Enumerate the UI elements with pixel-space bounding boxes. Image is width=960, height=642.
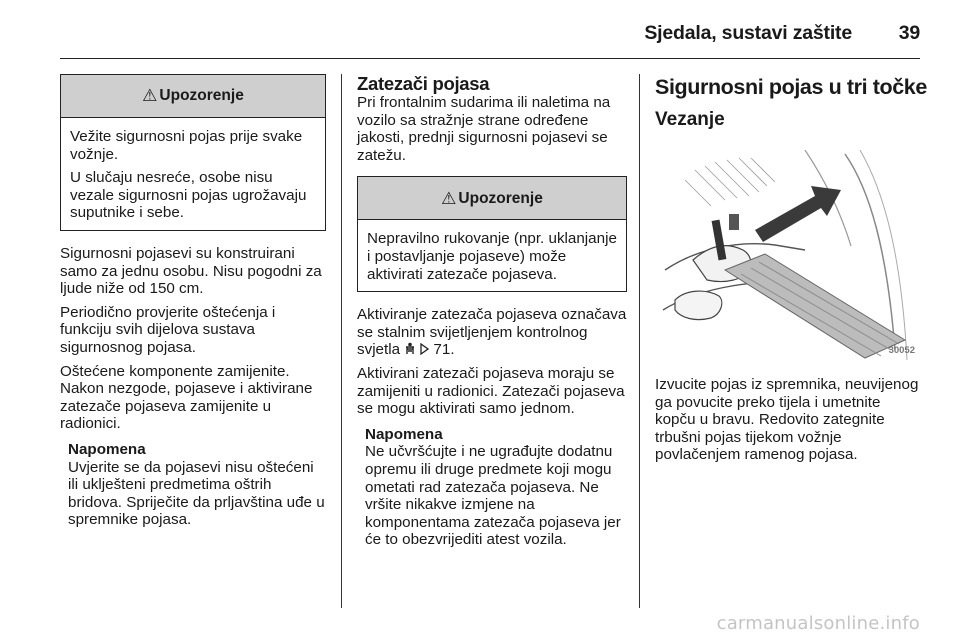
body-paragraph: Aktivirani zatezači pojaseva moraju se zamijeniti u radionici. Zatezači pojaseva se mogu aktivirati samo jednom. [357,364,625,418]
body-text: Aktiviranje zatezača pojaseva označava se stalnim svijetljenjem kontrolnog svjetla [357,306,627,359]
section-title: Sigurnosni pojas u tri točke [655,75,927,99]
note-block [60,441,326,529]
watermark: carmanualsonline.info [716,613,920,634]
body-paragraph: Sigurnosni pojasevi su konstruirani samo za jednu osobu. Nisu pogodni za ljude niže od 150 cm. [60,244,322,298]
belt-pretensioner-lamp-icon [404,341,420,357]
note-block [357,426,627,549]
body-paragraph: Periodično provjerite oštećenja i funkciju svih dijelova sustava sigurnosnog pojasa. [60,303,276,356]
note-text: Ne učvršćujte i ne ugrađujte dodatnu opremu ili druge predmete koji mogu ometati rad zatezača pojaseva. Ne vršite nikakve izmjene na komponentama zatezača pojaseva jer će to obezvrijediti atest vozila. [365,443,621,549]
warning-text: U slučaju nesreće, osobe nisu vezale sigurnosni pojas ugrožavaju suputnike i sebe. [70,169,307,222]
note-title: Napomena [365,425,443,443]
header-rule [60,58,920,59]
warning-body [358,220,626,291]
figure-code: 30052 [888,345,915,357]
column-right [655,74,925,470]
warning-box [60,74,326,231]
column-divider [639,74,640,608]
column-middle [357,74,627,549]
body-paragraph: Oštećene komponente zamijenite. Nakon nezgode, pojaseve i aktivirane zatezače pojaseva zamijenite u radionici. [60,362,313,433]
warning-text: Nepravilno rukovanje (npr. uklanjanje i postavljanje pojaseve) može aktivirati zatezače pojaseva. [367,230,617,283]
warning-triangle-icon: ⚠ [142,86,158,106]
page-title: Sjedala, sustavi zaštite [644,21,852,44]
warning-body [61,118,325,230]
seatbelt-drawing [655,150,921,364]
page-header [60,14,920,52]
section-subtitle: Vezanje [655,109,725,130]
column-left [60,74,326,529]
warning-header [358,177,626,220]
warning-header [61,75,325,118]
seatbelt-illustration [655,150,921,364]
warning-triangle-icon: ⚠ [441,188,457,208]
section-lead: Pri frontalnim sudarima ili naletima na vozilo sa stražnje strane određene jakosti, prednji sigurnosni pojasevi se zatežu. [357,94,611,164]
section-title: Zatezači pojasa [357,73,490,94]
warning-text: Vežite sigurnosni pojas prije svake vožnje. [70,128,303,163]
warning-box [357,176,627,292]
note-title: Napomena [68,440,146,458]
column-divider [341,74,342,608]
warning-title: Upozorenje [458,189,543,207]
page-number: 39 [898,21,920,44]
note-text: Uvjerite se da pojasevi nisu oštećeni ili uklješteni predmetima oštrih bridova. Spriječite da prljavština uđe u spremnike pojasa. [68,458,325,529]
warning-title: Upozorenje [159,87,244,105]
figure-caption: Izvucite pojas iz spremnika, neuvijenog ga povucite preko tijela i umetnite kopču u bravu. Redovito zategnite trbušni pojas tijekom vožnje povlačenjem ramenog pojasa. [655,376,919,464]
body-paragraph [357,306,627,359]
page-reference[interactable]: 71. [433,341,455,359]
page-reference-icon[interactable] [420,341,433,358]
